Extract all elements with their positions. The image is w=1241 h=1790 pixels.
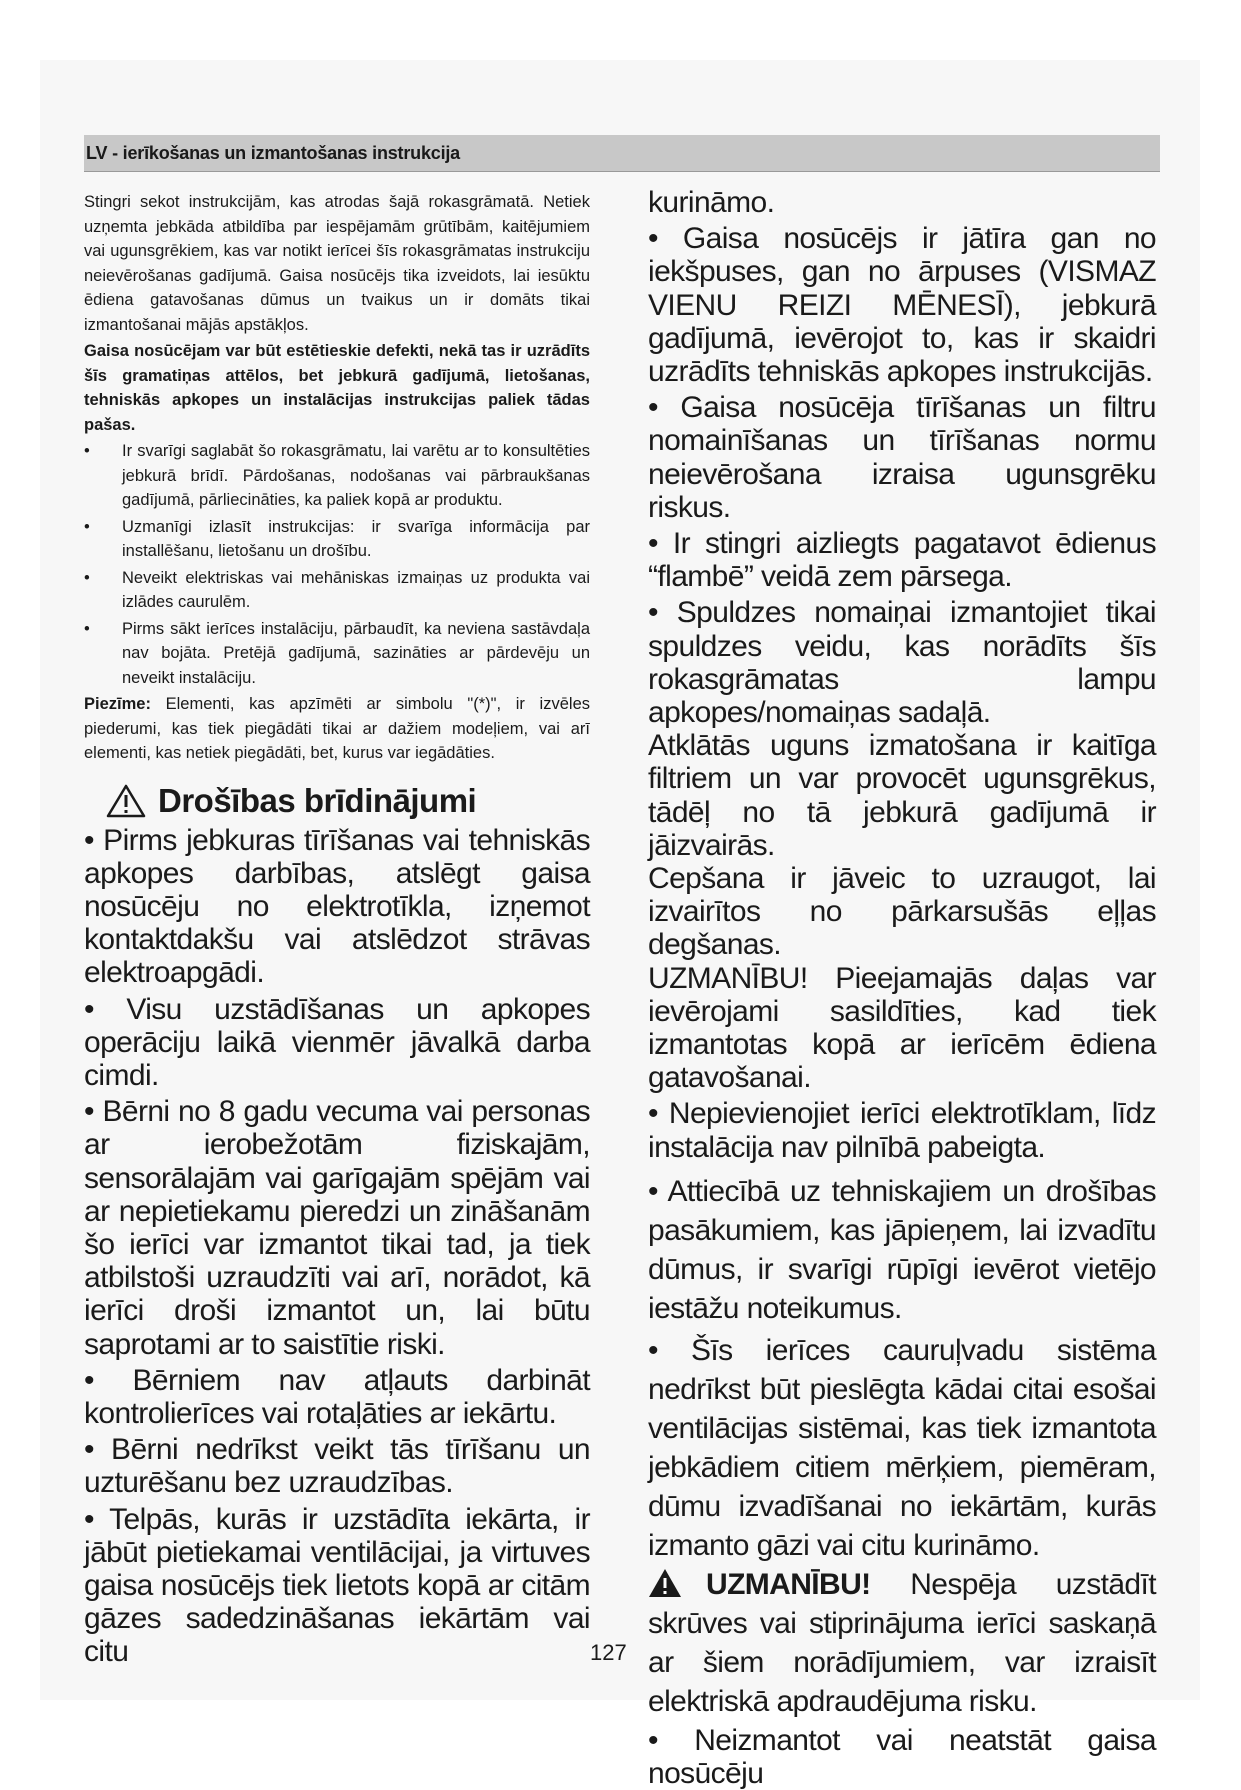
page-number: 127 [590,1640,627,1665]
safety-item: • Šīs ierīces cauruļvadu sistēma nedrīkst būt pieslēgta kādai citai esošai ventilācijas sistēmai, kas tiek izmantota jebkādiem citiem mērķiem, piemēram, dūmu izvadīšanai no iekārtām, kurās izmanto gāzi vai citu kurināmo. [648,1333,1156,1562]
safety-item: • Nepievienojiet ierīci elektrotīklam, līdz instalācija nav pilnībā pabeigta. [648,1097,1156,1164]
safety-item: • Pirms jebkuras tīrīšanas vai tehniskās apkopes darbības, atslēgt gaisa nosūcēju no elektrotīkla, izņemot kontaktdakšu vai atslēdzot strāvas elektroapgādi. [84,823,590,990]
safety-item: • Spuldzes nomaiņai izmantojiet tikai spuldzes veidu, kas norādīts šīs rokasgrāmatas lampu apkopes/nomaiņas sadaļā. [648,596,1156,730]
warning-filled-icon [648,1568,682,1598]
intro-bullet: • Uzmanīgi izlasīt instrukcijas: ir svarīga informācija par installēšanu, lietošanu un drošību. [84,517,590,560]
safety-item: • Bērniem nav atļauts darbināt kontrolierīces vai rotaļāties ar iekārtu. [84,1363,590,1430]
note-text: Elementi, kas apzīmēti ar simbolu "(*)", ir izvēles piederumi, kas tiek piegādāti tikai ar dažiem modeļiem, vai arī elementi, kas netiek piegādāti, bet, kurus var iegādāties. [84,695,590,762]
section-header [84,135,1160,172]
safety-item: kurināmo. [648,186,775,219]
safety-item: • Gaisa nosūcējs ir jātīra gan no iekšpuses, gan no ārpuses (VISMAZ VIENU REIZI MĒNESĪ), jebkurā gadījumā, ievērojot to, kas ir skaidri uzrādīts tehniskās apkopes instrukcijās. [648,222,1156,389]
safety-item: • Gaisa nosūcēja tīrīšanas un filtru nomainīšanas un tīrīšanas normu neievērošana izraisa ugunsgrēku riskus. [648,391,1156,524]
safety-heading [84,782,590,820]
intro-bold-paragraph: Gaisa nosūcējam var būt estētieskie defekti, nekā tas ir uzrādīts šīs gramatiņas attēlos, bet jebkurā gadījumā, lietošanas, tehniskās apkopes un instalācijas instrukcijas paliek tādas pašas. [84,342,590,434]
safety-item: • Attiecībā uz tehniskajiem un drošības pasākumiem, kas jāpieņem, lai izvadītu dūmus, ir svarīgi rūpīgi ievērot vietējo iestāžu noteikumus. [648,1174,1156,1325]
intro-block [84,190,590,766]
left-column [84,190,590,1669]
warning-triangle-icon [106,784,146,818]
intro-bullet: • Neveikt elektriskas vai mehāniskas izmaiņas uz produkta vai izlādes caurulēm. [84,568,590,611]
safety-item: • Neizmantot vai neatstāt gaisa nosūcēju [648,1723,1156,1790]
note-paragraph [84,692,590,766]
caution-item [648,1565,1156,1721]
caution-text: Nespēja uzstādīt skrūves vai stiprinājuma ierīci saskaņā ar šiem norādījumiem, var izraisīt elektriskā apdraudējuma risku. [648,1567,1156,1718]
intro-paragraph: Stingri sekot instrukcijām, kas atrodas šajā rokasgrāmatā. Netiek uzņemta jebkāda atbildība par iespējamām grūtībām, kaitējumiem vai ugunsgrēkiem, kas var notikt ierīcei šīs rokasgrāmatas instrukciju neievērošanas gadījumā. Gaisa nosūcējs tika izveidots, lai iesūktu ēdiena gatavošanas dūmus un tvaikus un ir domāts tikai izmantošanai mājās apstākļos. [84,193,590,334]
safety-item: • Bērni nedrīkst veikt tās tīrīšanu un uzturēšanu bez uzraudzības. [84,1433,590,1500]
note-label: Piezīme: [84,695,151,713]
header-title: LV - ierīkošanas un izmantošanas instrukcija [86,143,460,163]
safety-item: Cepšana ir jāveic to uzraugot, lai izvairītos no pārkarsušās eļļas degšanas. [648,862,1156,962]
safety-item: • Telpās, kurās ir uzstādīta iekārta, ir jābūt pietiekamai ventilācijai, ja virtuves gaisa nosūcējs tiek lietots kopā ar citām gāzes sadedzināšanas iekārtām vai citu [84,1502,590,1669]
safety-item: • Ir stingri aizliegts pagatavot ēdienus “flambē” veidā zem pārsega. [648,527,1156,594]
intro-bullet: • Pirms sākt ierīces instalāciju, pārbaudīt, ka neviena sastāvdaļa nav bojāta. Pretējā gadījumā, sazināties ar pārdevēju un neveikt instalāciju. [84,619,590,687]
safety-item: Atklātās uguns izmatošana ir kaitīga filtriem un var provocēt ugunsgrēkus, tādēļ no tā jebkurā gadījumā ir jāizvairās. [648,729,1156,862]
caution-label: UZMANĪBU! [706,1567,871,1601]
safety-item: • Bērni no 8 gadu vecuma vai personas ar ierobežotām fiziskajām, sensorālajām vai garīgajām spējām vai ar nepietiekamu pieredzi un zināšanām šo ierīci var izmantot tikai tad, ja tiek atbilstoši uzraudzīti vai arī, norādot, kā ierīci droši izmantot un, lai būtu saprotami ar to saistītie riski. [84,1095,590,1361]
safety-item: UZMANĪBU! Pieejamajās daļas var ievērojami sasildīties, kad tiek izmantotas kopā ar ierīcēm ēdiena gatavošanai. [648,961,1156,1095]
intro-bullet: • Ir svarīgi saglabāt šo rokasgrāmatu, lai varētu ar to konsultēties jebkurā brīdī. Pārdošanas, nodošanas vai pārbraukšanas gadījumā, pārliecināties, ka paliek kopā ar produktu. [84,442,590,509]
right-column [648,186,1156,1790]
safety-item: • Visu uzstādīšanas un apkopes operāciju laikā vienmēr jāvalkā darba cimdi. [84,992,590,1092]
safety-heading-text: Drošības brīdinājumi [158,781,477,819]
